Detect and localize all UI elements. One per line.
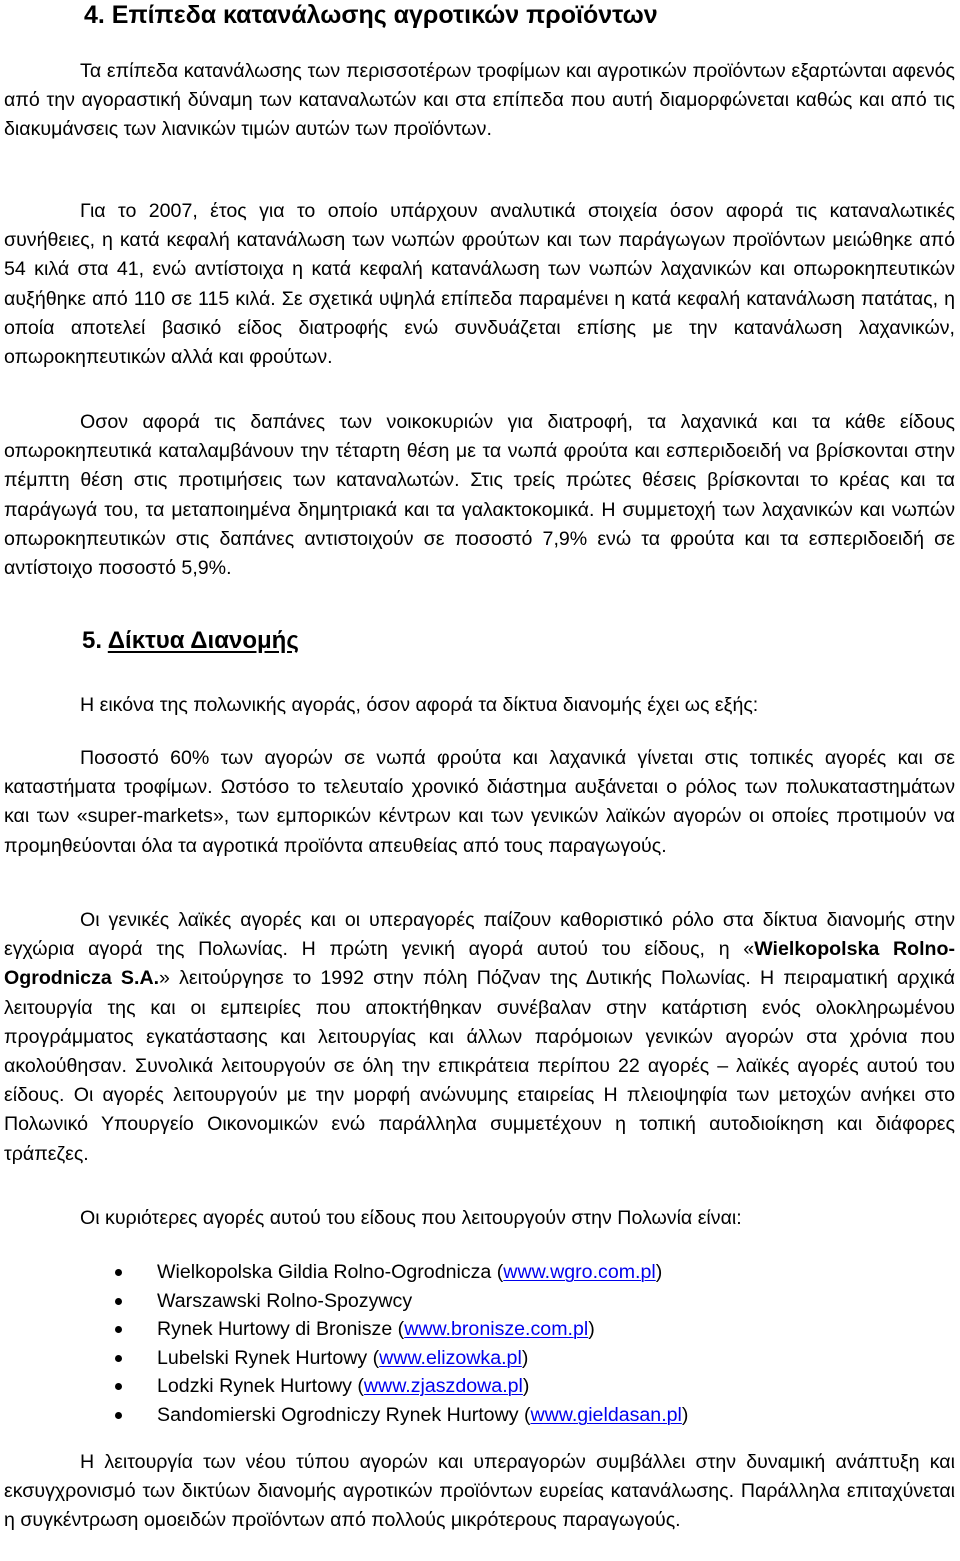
section-5-heading bbox=[82, 626, 299, 656]
section-5-paragraph-1: Η εικόνα της πολωνικής αγοράς, όσον αφορά τα δίκτυα διανομής έχει ως εξής: bbox=[80, 694, 759, 716]
company-name: Wielkopolska Rolno-Ogrodnicza S.A. bbox=[4, 938, 956, 990]
market-link[interactable]: www.zjaszdowa.pl bbox=[363, 1375, 523, 1398]
market-close: ) bbox=[521, 1346, 529, 1369]
market-name: Lodzki Rynek Hurtowy ( bbox=[157, 1375, 364, 1398]
market-link[interactable]: www.wgro.com.pl bbox=[503, 1261, 656, 1283]
market-link[interactable]: www.elizowka.pl bbox=[379, 1346, 522, 1369]
list-item bbox=[0, 1372, 960, 1401]
section-5-title: Δίκτυα Διανομής bbox=[107, 627, 299, 654]
markets-list bbox=[0, 1258, 960, 1430]
market-link[interactable]: www.gieldasan.pl bbox=[530, 1403, 682, 1426]
section-5-paragraph-3 bbox=[4, 906, 955, 1169]
bullet-icon bbox=[115, 1412, 122, 1419]
market-link[interactable]: www.bronisze.com.pl bbox=[404, 1318, 589, 1341]
bullet-icon bbox=[115, 1298, 122, 1305]
markets-list-intro: Οι κυριότερες αγορές αυτού του είδους που λειτουργούν στην Πολωνία είναι: bbox=[80, 1207, 742, 1229]
market-close: ) bbox=[588, 1318, 595, 1341]
paragraph-3-text-a: Οι γενικές λαϊκές αγορές και οι υπεραγορές παίζουν καθοριστικό ρόλο στα δίκτυα διανομής στην εγχώρια αγορά της Πολωνίας. Η πρώτη γενική αγορά αυτού του είδους, η « bbox=[4, 909, 955, 961]
section-4-paragraph-2: Για το 2007, έτος για το οποίο υπάρχουν αναλυτικά στοιχεία όσον αφορά τις καταναλωτικές συνήθειες, η κατά κεφαλή κατανάλωση των νωπών φρούτων και των παράγωγων προϊόντων μειώθηκε από 54 κιλά στα 41, ενώ αντίστοιχα η κατά κεφαλή κατανάλωση των νωπών λαχανικών και οπωροκηπευτικών αυξήθηκε από 110 σε 115 κιλά. Σε σχετικά υψηλά επίπεδα παραμένει η κατά κεφαλή κατανάλωση πατάτας, η οποία αποτελεί βασικό είδος διατροφής ενώ συνδυάζεται επίσης με την κατανάλωση λαχανικών, οπωροκηπευτικών αλλά και φρούτων. bbox=[4, 200, 955, 369]
market-name: Warszawski Rolno-Spozywcy bbox=[157, 1289, 413, 1312]
bullet-icon bbox=[115, 1383, 122, 1390]
list-item bbox=[0, 1315, 960, 1344]
list-item bbox=[0, 1401, 960, 1430]
section-4-paragraph-3: Οσον αφορά τις δαπάνες των νοικοκυριών για διατροφή, τα λαχανικά και τα κάθε είδους οπωροκηπευτικά καταλαμβάνουν την τέταρτη θέση με τα νωπά φρούτα και εσπεριδοειδή να βρίσκονται στην πέμπτη θέση στις προτιμήσεις των καταναλωτών. Στις τρείς πρώτες θέσεις βρίσκονται το κρέας και τα παράγωγά του, τα μεταποιημένα δημητριακά και τα γαλακτοκομικά. Η συμμετοχή των λαχανικών και νωπών οπωροκηπευτικών στις δαπάνες αντιστοιχούν σε ποσοστό 7,9% ενώ τα φρούτα και τα εσπεριδοειδή σε αντίστοιχο ποσοστό 5,9%. bbox=[4, 411, 955, 580]
section-5-paragraph-4: Η λειτουργία των νέου τύπου αγορών και υπεραγορών συμβάλλει στην δυναμική ανάπτυξη και εκσυγχρονισμό των δικτύων διανομής αγροτικών προϊόντων ευρείας κατανάλωσης. Παράλληλα επιταχύνεται η συγκέντρωση ομοειδών προϊόντων από πολλούς μικρότερους παραγωγούς. bbox=[4, 1451, 955, 1532]
bullet-icon bbox=[115, 1355, 122, 1362]
market-name: Wielkopolska Gildia Rolno-Ogrodnicza ( bbox=[157, 1261, 504, 1283]
section-4-paragraph-1: Τα επίπεδα κατανάλωσης των περισσοτέρων τροφίμων και αγροτικών προϊόντων εξαρτώνται αφενός από την αγοραστική δύναμη των καταναλωτών και στα επίπεδα που αυτή διαμορφώνεται καθώς και από τις διακυμάνσεις των λιανικών τιμών αυτών των προϊόντων. bbox=[4, 60, 955, 141]
market-close: ) bbox=[522, 1375, 530, 1398]
section-4-heading: 4. Επίπεδα κατανάλωσης αγροτικών προϊόντων bbox=[84, 1, 658, 29]
paragraph-3-text-b: » λειτούργησε το 1992 στην πόλη Πόζναν της Δυτικής Πολωνίας. Η πειραματική αρχικά λειτουργία της και οι εμπειρίες που αποκτήθηκαν συνέβαλαν στην κατάρτιση ενός ολοκληρωμένου προγράμματος εγκατάστασης και λειτουργίας και άλλων παρόμοιων γενικών αγορών στα χρόνια που ακολούθησαν. Συνολικά λειτουργούν σε όλη την επικράτεια περίπου 22 αγορές – λαϊκές αγορές αυτού του είδους. Οι αγορές λειτουργούν με την μορφή ανώνυμης εταιρείας Η πλειοψηφία των μετοχών ανήκει στο Πολωνικό Υπουργείο Οικονομικών ενώ παράλληλα συμμετέχουν η τοπική αυτοδιοίκηση και διάφορες τράπεζες. bbox=[4, 967, 955, 1165]
market-name: Sandomierski Ogrodniczy Rynek Hurtowy ( bbox=[157, 1403, 531, 1426]
market-close: ) bbox=[681, 1403, 689, 1426]
list-item bbox=[0, 1344, 960, 1373]
section-5-number: 5. bbox=[82, 627, 103, 654]
bullet-icon bbox=[115, 1326, 122, 1333]
bullet-icon bbox=[115, 1269, 122, 1276]
list-item bbox=[0, 1258, 960, 1287]
market-name: Lubelski Rynek Hurtowy ( bbox=[157, 1346, 380, 1369]
list-item bbox=[0, 1287, 960, 1316]
section-5-paragraph-2: Ποσοστό 60% των αγορών σε νωπά φρούτα και λαχανικά γίνεται στις τοπικές αγορές και σε καταστήματα τροφίμων. Ωστόσο το τελευταίο χρονικό διάστημα αυξάνεται ο ρόλος των πολυκαταστημάτων και των «super-markets», των εμπορικών κέντρων και των γενικών λαϊκών αγορών οι οποίες προτιμούν να προμηθεύονται όλα τα αγροτικά προϊόντα απευθείας από τους παραγωγούς. bbox=[4, 747, 955, 857]
market-name: Rynek Hurtowy di Bronisze ( bbox=[157, 1318, 405, 1341]
market-close: ) bbox=[655, 1261, 663, 1283]
